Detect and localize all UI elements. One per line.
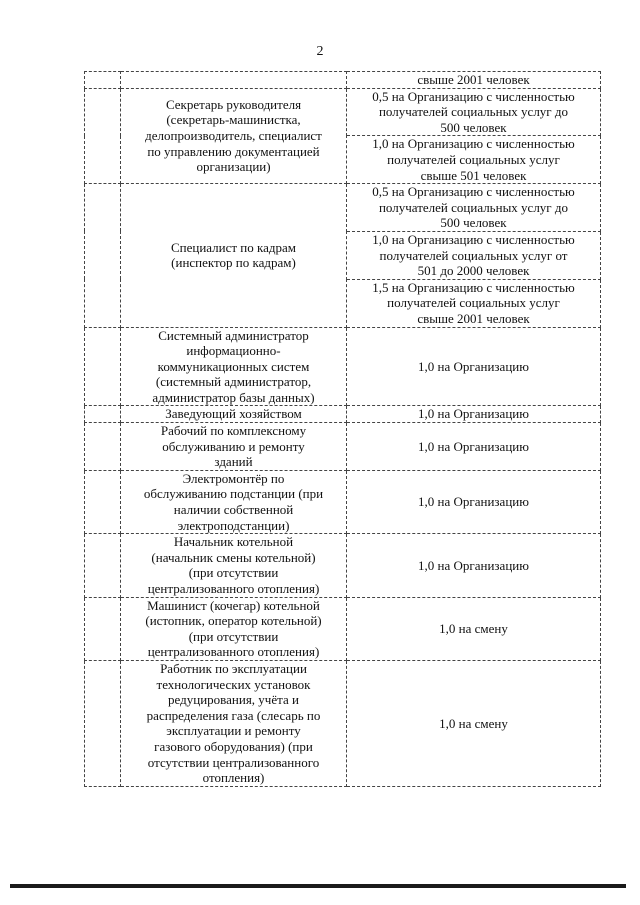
norm-cell: 1,0 на Организацию	[347, 423, 601, 471]
norm-cell: 1,0 на Организацию с численностью получателей социальных услуг свыше 501 человек	[347, 136, 601, 184]
number-cell	[85, 72, 121, 89]
norm-cell: 1,0 на смену	[347, 660, 601, 786]
position-cell: Заведующий хозяйством	[121, 406, 347, 423]
table-row	[85, 660, 601, 786]
staffing-table	[84, 71, 601, 787]
table-row	[85, 534, 601, 597]
norm-cell: свыше 2001 человек	[347, 72, 601, 89]
norm-cell: 1,0 на Организацию с численностью получателей социальных услуг от 501 до 2000 человек	[347, 231, 601, 279]
table-row	[85, 72, 601, 89]
position-cell: Начальник котельной (начальник смены котельной) (при отсутствии централизованного отопления)	[121, 534, 347, 597]
position-cell: Работник по эксплуатации технологических установок редуцирования, учёта и распределения газа (слесарь по эксплуатации и ремонту газового оборудования) (при отсутствии централизованного отопления)	[121, 660, 347, 786]
table-row	[85, 88, 601, 136]
table-row	[85, 327, 601, 406]
number-cell	[85, 534, 121, 597]
page-number: 2	[316, 44, 324, 59]
norm-cell: 0,5 на Организацию с численностью получателей социальных услуг до 500 человек	[347, 184, 601, 232]
position-cell: Системный администратор информационно- коммуникационных систем (системный администратор, администратор базы данных)	[121, 327, 347, 406]
position-cell: Секретарь руководителя (секретарь-машинистка, делопроизводитель, специалист по управлению документацией организации)	[121, 88, 347, 184]
table-row	[85, 406, 601, 423]
page-bottom-edge	[10, 884, 626, 888]
table-row	[85, 423, 601, 471]
position-cell: Рабочий по комплексному обслуживанию и ремонту зданий	[121, 423, 347, 471]
number-cell	[85, 327, 121, 406]
position-cell: Специалист по кадрам (инспектор по кадрам)	[121, 184, 347, 327]
norm-cell: 1,0 на смену	[347, 597, 601, 660]
number-cell	[85, 406, 121, 423]
norm-cell: 1,0 на Организацию	[347, 534, 601, 597]
norm-cell: 1,5 на Организацию с численностью получателей социальных услуг свыше 2001 человек	[347, 279, 601, 327]
position-cell: Электромонтёр по обслуживанию подстанции (при наличии собственной электроподстанции)	[121, 470, 347, 533]
norm-cell: 1,0 на Организацию	[347, 406, 601, 423]
number-cell	[85, 423, 121, 471]
norm-cell: 1,0 на Организацию	[347, 470, 601, 533]
norm-cell: 1,0 на Организацию	[347, 327, 601, 406]
number-cell	[85, 184, 121, 327]
position-cell: Машинист (кочегар) котельной (истопник, оператор котельной) (при отсутствии централизованного отопления)	[121, 597, 347, 660]
number-cell	[85, 597, 121, 660]
number-cell	[85, 660, 121, 786]
position-cell	[121, 72, 347, 89]
table-row	[85, 470, 601, 533]
number-cell	[85, 88, 121, 184]
table-row	[85, 597, 601, 660]
norm-cell: 0,5 на Организацию с численностью получателей социальных услуг до 500 человек	[347, 88, 601, 136]
table-row	[85, 184, 601, 232]
number-cell	[85, 470, 121, 533]
